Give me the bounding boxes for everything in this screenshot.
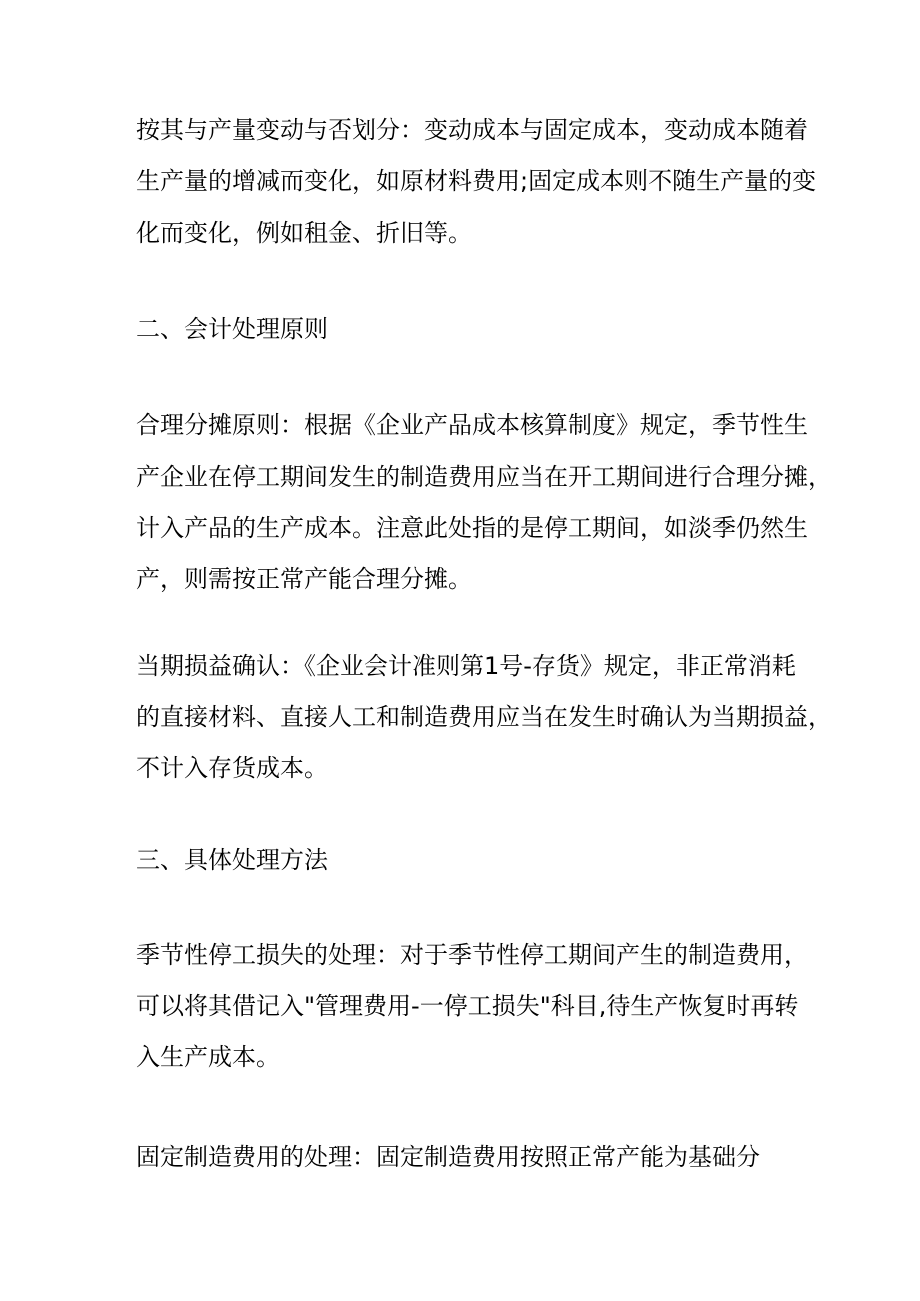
text-line: 入生产成本。	[136, 1043, 280, 1071]
text-line: 按其与产量变动与否划分：变动成本与固定成本，变动成本随着	[136, 116, 808, 144]
text-line: 固定制造费用的处理：固定制造费用按照正常产能为基础分	[136, 1143, 760, 1171]
text-line: 化而变化，例如租金、折旧等。	[136, 219, 472, 247]
text-line: 产，则需按正常产能合理分摊。	[136, 565, 472, 593]
text-line: 的直接材料、直接人工和制造费用应当在发生时确认为当期损益，	[136, 703, 832, 731]
text-line: 不计入存货成本。	[136, 754, 328, 782]
text-line: 产企业在停工期间发生的制造费用应当在开工期间进行合理分摊，	[136, 463, 832, 491]
text-line: 当期损益确认：《企业会计准则第1号-存货》规定，非正常消耗	[136, 652, 796, 680]
text-line: 计入产品的生产成本。注意此处指的是停工期间，如淡季仍然生	[136, 514, 808, 542]
section-heading: 二、会计处理原则	[136, 315, 328, 343]
section-heading: 三、具体处理方法	[136, 846, 328, 874]
text-line: 季节性停工损失的处理：对于季节性停工期间产生的制造费用，	[136, 941, 808, 969]
text-line: 可以将其借记入"管理费用-一停工损失"科目,待生产恢复时再转	[136, 992, 799, 1020]
text-line: 合理分摊原则：根据《企业产品成本核算制度》规定，季节性生	[136, 411, 808, 439]
text-line: 生产量的增减而变化，如原材料费用;固定成本则不随生产量的变	[136, 167, 817, 195]
